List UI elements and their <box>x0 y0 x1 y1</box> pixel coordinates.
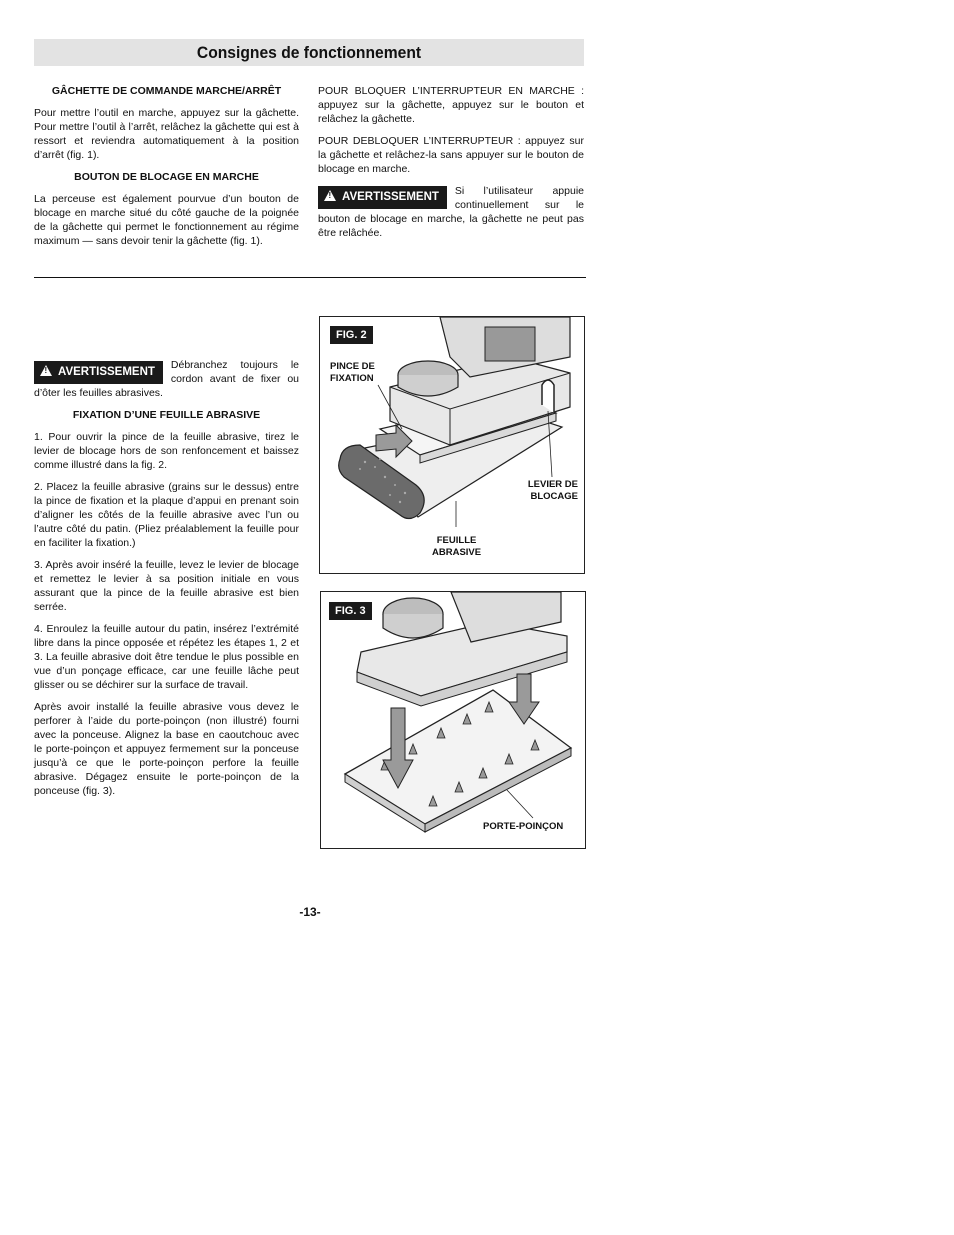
callout-lever: LEVIER DE BLOCAGE <box>527 479 578 502</box>
trigger-heading: GÂCHETTE DE COMMANDE MARCHE/ARRÊT <box>51 85 282 97</box>
left-top-column <box>34 84 299 256</box>
left-bottom-column <box>34 358 299 806</box>
punch-holder-illustration <box>321 592 585 848</box>
attach-heading: FIXATION D’UNE FEUILLE ABRASIVE <box>72 409 261 421</box>
figure-3 <box>320 591 586 849</box>
section-title-bar <box>34 39 584 66</box>
page-number: -13- <box>299 905 321 919</box>
lock-button-heading: BOUTON DE BLOCAGE EN MARCHE <box>74 171 259 183</box>
warning-badge: ! AVERTISSEMENT <box>318 186 447 209</box>
step-3: 3. Après avoir inséré la feuille, levez le levier de blocage et remettez le levier à sa position initiale en vous assurant que la pince de la feuille abrasive est bien serrée. <box>34 559 299 613</box>
right-top-column <box>318 84 584 240</box>
warning-badge: ! AVERTISSEMENT <box>34 361 163 384</box>
section-divider <box>34 277 586 278</box>
warning-text: Débranchez toujours le cordon avant de fixer ou d’ôter les feuilles abrasives. <box>34 359 299 399</box>
warning-text: Si l’utilisateur appuie continuellement sur le bouton de blocage en marche, la gâchette ne peut pas être relâchée. <box>318 185 584 239</box>
unlock-paragraph: POUR DEBLOQUER L’INTERRUPTEUR : appuyez sur la gâchette et relâchez-la sans appuyer sur le bouton de blocage en marche. <box>318 135 584 175</box>
lock-button-paragraph: La perceuse est également pourvue d’un bouton de blocage en marche situé du côté gauche de la poignée de la gâchette qui permet le fonctionnement au régime maximum — sans devoir tenir la gâchette (fig. 1). <box>34 193 299 247</box>
figure-2 <box>319 316 585 574</box>
perforate-paragraph: Après avoir installé la feuille abrasive vous devez le perforer à l’aide du porte-poinçon (non illustré) fourni avec la ponceuse. Alignez la base en caoutchouc avec le porte-poinçon et appuyez fermement sur la ponceuse jusqu’à ce que le porte-poinçon perfore la feuille abrasive. Dégagez ensuite le porte-poinçon de la ponceuse (fig. 3). <box>34 701 299 797</box>
warning-block-trigger <box>318 184 584 240</box>
callout-punch-holder: PORTE-POINÇON <box>483 821 564 832</box>
callout-clamp: PINCE DE FIXATION <box>330 361 375 384</box>
trigger-paragraph: Pour mettre l’outil en marche, appuyez sur la gâchette. Pour mettre l’outil à l’arrêt, relâchez la gâchette qui est à ressort et reviendra automatiquement à la position d’arrêt (fig. 1). <box>34 107 299 161</box>
warning-icon: ! <box>324 190 336 201</box>
lock-on-paragraph: POUR BLOQUER L’INTERRUPTEUR EN MARCHE : appuyez sur la gâchette, appuyez sur le bouton et relâchez la gâchette. <box>318 85 584 125</box>
warning-icon: ! <box>40 365 52 376</box>
page-title: Consignes de fonctionnement <box>196 43 422 62</box>
step-1: 1. Pour ouvrir la pince de la feuille abrasive, tirez le levier de blocage hors de son renfoncement et baissez comme illustré dans la fig. 2. <box>34 431 299 471</box>
callout-sheet: FEUILLE ABRASIVE <box>432 535 482 558</box>
figure-3-label: FIG. 3 <box>329 602 372 620</box>
figure-2-label: FIG. 2 <box>330 326 373 344</box>
warning-block-unplug <box>34 358 299 400</box>
step-4: 4. Enroulez la feuille autour du patin, insérez l’extrémité libre dans la pince opposée et répétez les étapes 1, 2 et 3. La feuille abrasive doit être tendue le plus possible en vue d’un ponçage efficace, car une feuille lâche peut glisser ou se déchirer sur la surface de travail. <box>34 623 299 691</box>
step-2: 2. Placez la feuille abrasive (grains sur le dessus) entre la pince de fixation et la plaque d’appui en prenant soin d’aligner les côtés de la feuille abrasive avec l’un ou l’autre côté du patin. (Pliez préalablement la feuille pour en faciliter la fixation.) <box>34 481 299 549</box>
